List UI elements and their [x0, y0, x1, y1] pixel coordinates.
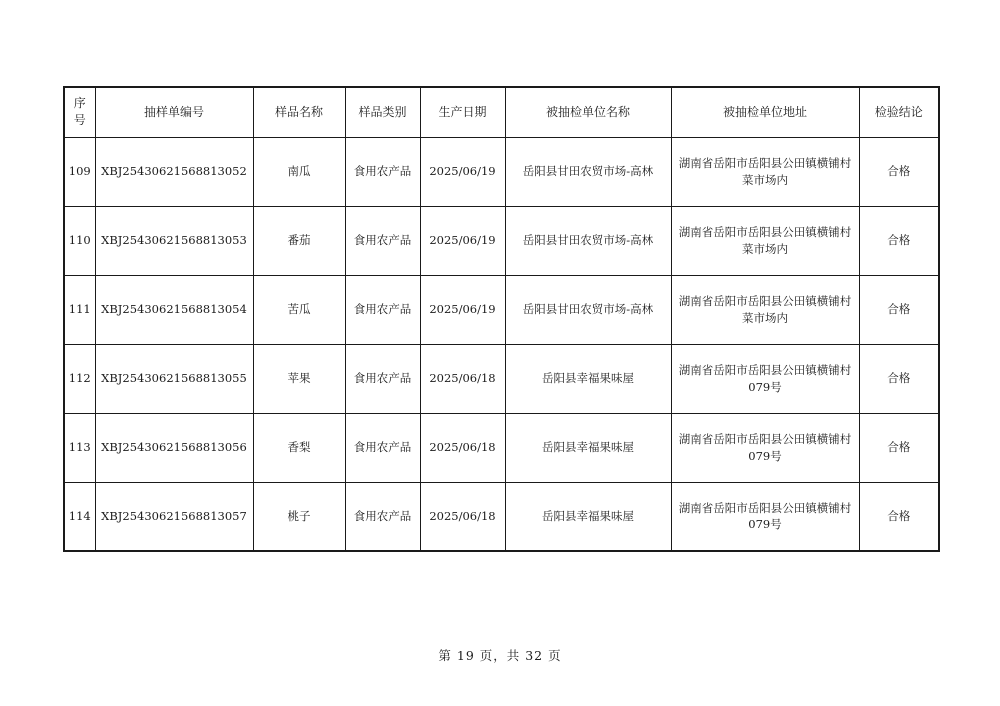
cell-sample-id: XBJ25430621568813056	[95, 413, 253, 482]
col-header-unit-address: 被抽检单位地址	[671, 87, 859, 137]
cell-unit-address: 湖南省岳阳市岳阳县公田镇横铺村菜市场内	[671, 275, 859, 344]
cell-conclusion: 合格	[859, 344, 939, 413]
cell-unit-name: 岳阳县甘田农贸市场-高林	[505, 137, 671, 206]
cell-production-date: 2025/06/18	[420, 344, 505, 413]
cell-production-date: 2025/06/19	[420, 206, 505, 275]
table-row	[64, 137, 939, 206]
cell-unit-name: 岳阳县幸福果味屋	[505, 344, 671, 413]
cell-production-date: 2025/06/18	[420, 413, 505, 482]
cell-conclusion: 合格	[859, 206, 939, 275]
cell-unit-name: 岳阳县幸福果味屋	[505, 413, 671, 482]
table-row	[64, 482, 939, 551]
cell-no: 113	[64, 413, 95, 482]
col-header-conclusion: 检验结论	[859, 87, 939, 137]
cell-sample-category: 食用农产品	[345, 275, 420, 344]
table-header-row	[64, 87, 939, 137]
col-header-sample-id: 抽样单编号	[95, 87, 253, 137]
page-number-indicator: 第 19 页，共 32 页	[438, 648, 562, 663]
cell-conclusion: 合格	[859, 482, 939, 551]
col-header-production-date: 生产日期	[420, 87, 505, 137]
cell-sample-id: XBJ25430621568813053	[95, 206, 253, 275]
col-header-no: 序号	[64, 87, 95, 137]
table-row	[64, 344, 939, 413]
cell-sample-name: 桃子	[253, 482, 345, 551]
cell-unit-name: 岳阳县甘田农贸市场-高林	[505, 275, 671, 344]
cell-unit-name: 岳阳县幸福果味屋	[505, 482, 671, 551]
table-row	[64, 275, 939, 344]
col-header-sample-category: 样品类别	[345, 87, 420, 137]
cell-sample-name: 南瓜	[253, 137, 345, 206]
table-row	[64, 206, 939, 275]
cell-unit-address: 湖南省岳阳市岳阳县公田镇横铺村079号	[671, 344, 859, 413]
cell-unit-address: 湖南省岳阳市岳阳县公田镇横铺村079号	[671, 482, 859, 551]
cell-sample-id: XBJ25430621568813057	[95, 482, 253, 551]
cell-sample-name: 番茄	[253, 206, 345, 275]
cell-sample-category: 食用农产品	[345, 137, 420, 206]
cell-no: 112	[64, 344, 95, 413]
cell-unit-address: 湖南省岳阳市岳阳县公田镇横铺村菜市场内	[671, 206, 859, 275]
cell-production-date: 2025/06/18	[420, 482, 505, 551]
cell-sample-category: 食用农产品	[345, 344, 420, 413]
cell-conclusion: 合格	[859, 275, 939, 344]
cell-no: 110	[64, 206, 95, 275]
cell-sample-name: 苹果	[253, 344, 345, 413]
col-header-unit-name: 被抽检单位名称	[505, 87, 671, 137]
col-header-sample-name: 样品名称	[253, 87, 345, 137]
sampling-results-table	[63, 86, 940, 552]
cell-no: 114	[64, 482, 95, 551]
cell-unit-name: 岳阳县甘田农贸市场-高林	[505, 206, 671, 275]
cell-conclusion: 合格	[859, 137, 939, 206]
cell-sample-category: 食用农产品	[345, 206, 420, 275]
cell-sample-id: XBJ25430621568813054	[95, 275, 253, 344]
cell-sample-category: 食用农产品	[345, 482, 420, 551]
cell-sample-name: 香梨	[253, 413, 345, 482]
cell-production-date: 2025/06/19	[420, 275, 505, 344]
cell-unit-address: 湖南省岳阳市岳阳县公田镇横铺村079号	[671, 413, 859, 482]
cell-sample-category: 食用农产品	[345, 413, 420, 482]
cell-production-date: 2025/06/19	[420, 137, 505, 206]
cell-unit-address: 湖南省岳阳市岳阳县公田镇横铺村菜市场内	[671, 137, 859, 206]
cell-sample-name: 苦瓜	[253, 275, 345, 344]
table-row	[64, 413, 939, 482]
cell-sample-id: XBJ25430621568813055	[95, 344, 253, 413]
cell-no: 111	[64, 275, 95, 344]
cell-conclusion: 合格	[859, 413, 939, 482]
cell-sample-id: XBJ25430621568813052	[95, 137, 253, 206]
cell-no: 109	[64, 137, 95, 206]
